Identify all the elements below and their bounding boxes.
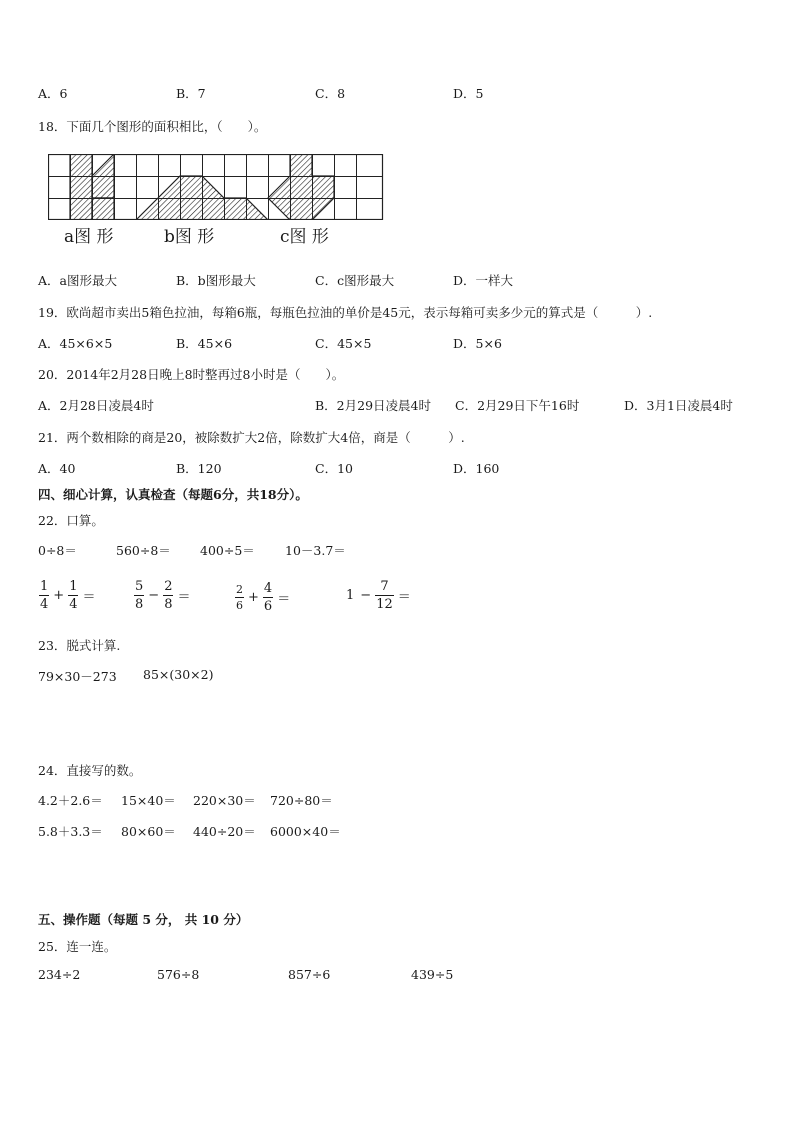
q25-item-1[interactable]: 234÷2 (38, 967, 81, 982)
q18-option-a[interactable]: A．a图形最大 (38, 273, 117, 288)
q24-r2-item-3: 440÷20＝ (193, 824, 256, 839)
q22-item-1: 0÷8＝ (38, 543, 77, 558)
q24-stem: 24．直接写的数。 (38, 763, 142, 778)
q25-item-3[interactable]: 857÷6 (288, 967, 331, 982)
q19-option-a[interactable]: A．45×6×5 (38, 336, 113, 351)
q20-option-a[interactable]: A．2月28日凌晨4时 (38, 398, 154, 413)
figure-c-shape (268, 154, 334, 220)
q19-option-d[interactable]: D．5×6 (453, 336, 502, 351)
q20-option-d[interactable]: D．3月1日凌晨4时 (624, 398, 733, 413)
q23-item-1: 79×30－273 (38, 669, 117, 684)
q17-option-a[interactable]: A．6 (38, 86, 68, 101)
q17-option-c[interactable]: C．8 (315, 86, 346, 101)
section-5-title: 五、操作题（每题 5 分， 共 10 分） (38, 912, 249, 927)
q22-fraction-4: 1 − $\frac{7}{12}$ ＝ (346, 579, 411, 612)
q24-r2-item-4: 6000×40＝ (270, 824, 341, 839)
q21-option-b[interactable]: B．120 (176, 461, 222, 476)
q24-r1-item-2: 15×40＝ (121, 793, 176, 808)
q20-option-c[interactable]: C．2月29日下午16时 (455, 398, 580, 413)
q18-option-c[interactable]: C．c图形最大 (315, 273, 395, 288)
q25-stem: 25．连一连。 (38, 939, 117, 954)
q21-option-c[interactable]: C．10 (315, 461, 353, 476)
q17-option-d[interactable]: D．5 (453, 86, 484, 101)
q24-r1-item-4: 720÷80＝ (270, 793, 333, 808)
q21-option-a[interactable]: A．40 (38, 461, 76, 476)
figure-grid-svg (48, 154, 384, 220)
q21-option-d[interactable]: D．160 (453, 461, 500, 476)
q25-item-4[interactable]: 439÷5 (411, 967, 454, 982)
q19-option-b[interactable]: B．45×6 (176, 336, 233, 351)
q19-option-c[interactable]: C．45×5 (315, 336, 372, 351)
q22-stem: 22．口算。 (38, 513, 104, 528)
q23-item-2: 85×(30×2) (143, 667, 214, 682)
figure-a-label: a图 形 (64, 227, 114, 247)
q23-stem: 23．脱式计算. (38, 638, 121, 653)
area-figure-grid (48, 154, 384, 247)
q19-stem: 19．欧尚超市卖出5箱色拉油，每箱6瓶，每瓶色拉油的单价是45元，表示每箱可卖多少元的算式是（ ）. (38, 305, 653, 320)
q22-fraction-3: 2 6 + $\frac{4}{6}$ ＝ (236, 581, 291, 614)
q18-option-d[interactable]: D．一样大 (453, 273, 514, 288)
figure-b-label: b图 形 (164, 227, 215, 247)
section-4-title: 四、细心计算，认真检查（每题6分，共18分）。 (38, 487, 308, 502)
q24-r2-item-1: 5.8＋3.3＝ (38, 824, 103, 839)
q18-option-b[interactable]: B．b图形最大 (176, 273, 256, 288)
figure-c-label: c图 形 (280, 227, 329, 247)
q20-option-b[interactable]: B．2月29日凌晨4时 (315, 398, 431, 413)
q18-stem: 18．下面几个图形的面积相比，（ ）。 (38, 119, 267, 134)
q21-stem: 21．两个数相除的商是20，被除数扩大2倍，除数扩大4倍，商是（ ）. (38, 430, 465, 445)
q17-option-b[interactable]: B．7 (176, 86, 206, 101)
q24-r1-item-1: 4.2＋2.6＝ (38, 793, 103, 808)
q25-item-2[interactable]: 576÷8 (157, 967, 200, 982)
q22-item-4: 10－3.7＝ (285, 543, 346, 558)
q24-r2-item-2: 80×60＝ (121, 824, 176, 839)
q22-fraction-2: 5 8 − $\frac{2}{8}$ ＝ (135, 579, 191, 612)
q22-item-3: 400÷5＝ (200, 543, 255, 558)
q20-stem: 20．2014年2月28日晚上8时整再过8小时是（ ）。 (38, 367, 345, 382)
q22-item-2: 560÷8＝ (116, 543, 171, 558)
q22-fraction-1: 1 4 + $\frac{1}{4}$ ＝ (40, 579, 96, 612)
q24-r1-item-3: 220×30＝ (193, 793, 256, 808)
